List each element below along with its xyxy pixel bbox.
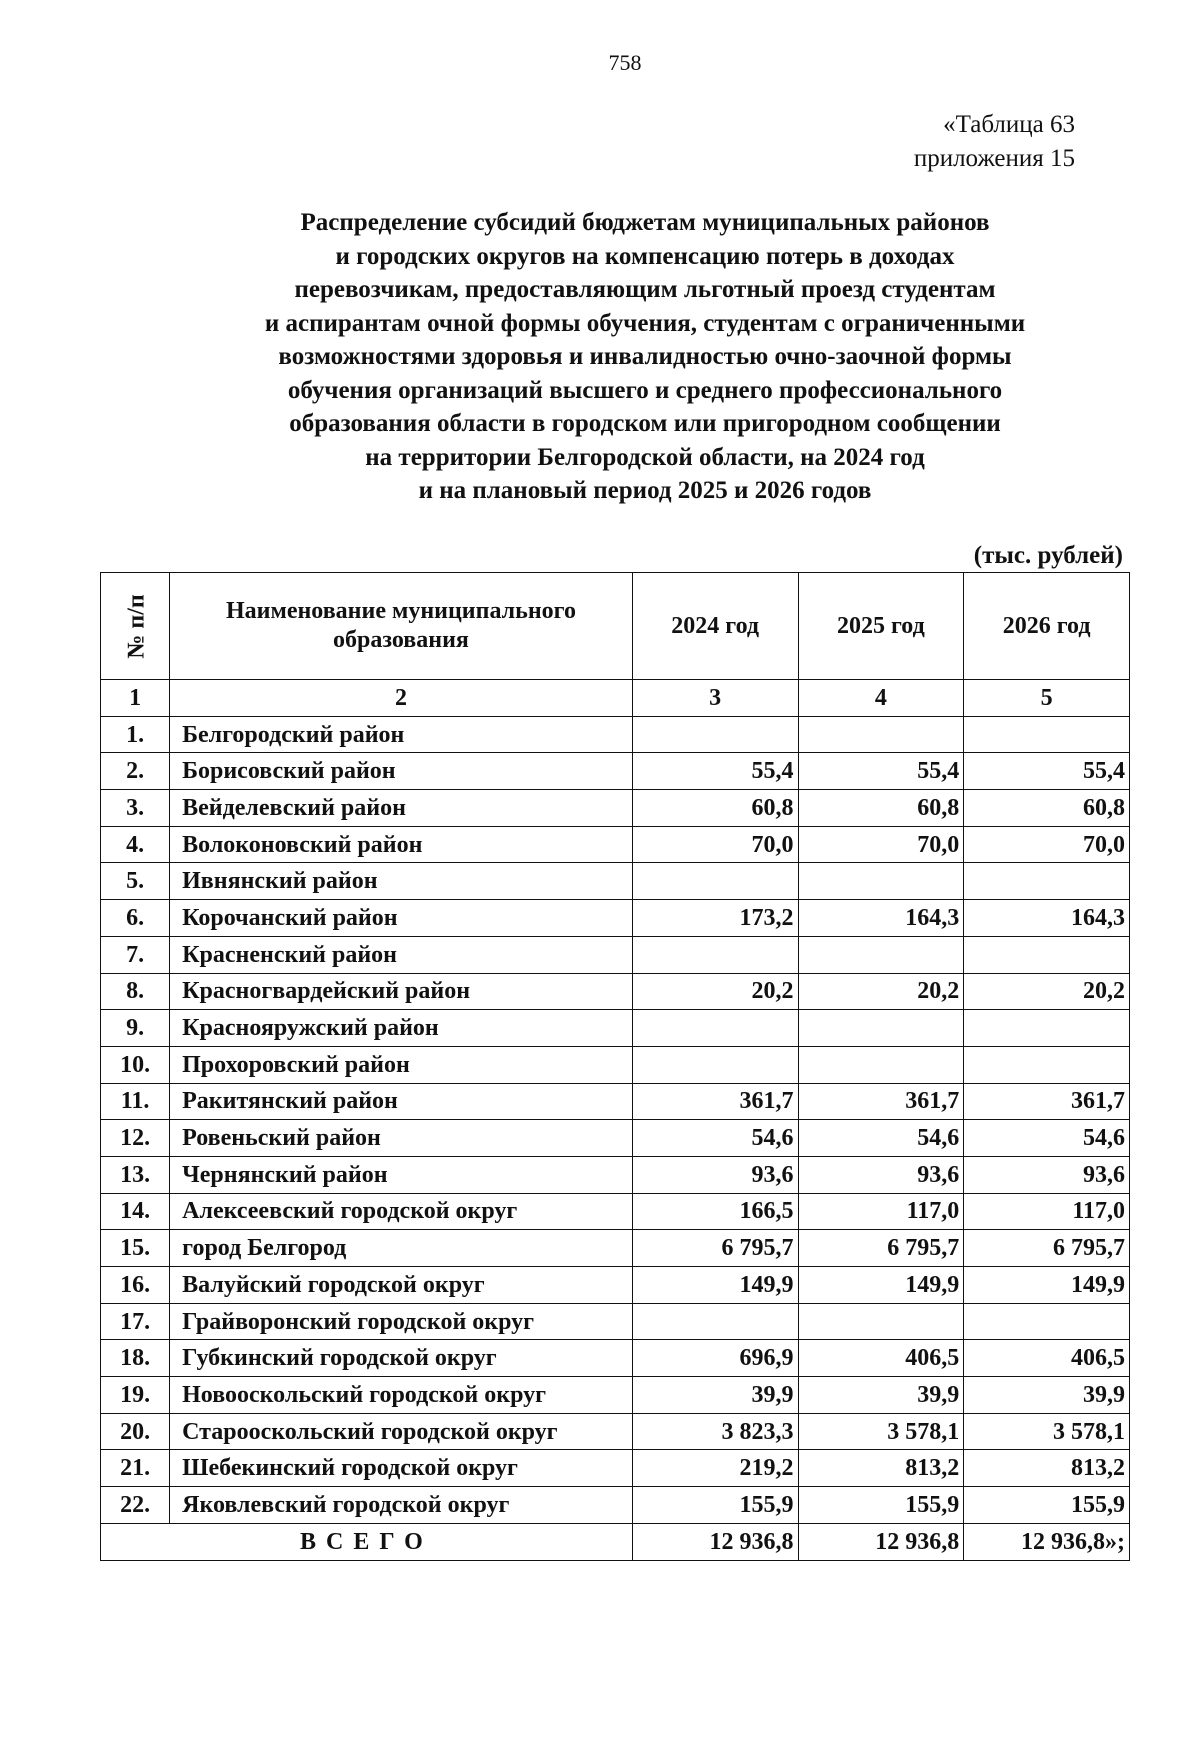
header-2025: 2025 год bbox=[798, 573, 964, 680]
row-number: 17. bbox=[101, 1303, 170, 1340]
row-value-2024: 55,4 bbox=[632, 753, 798, 790]
table-row bbox=[101, 1230, 1130, 1267]
row-number: 12. bbox=[101, 1120, 170, 1157]
row-value-2026: 55,4 bbox=[964, 753, 1130, 790]
row-name: Старооскольский городской округ bbox=[170, 1413, 633, 1450]
row-value-2026: 149,9 bbox=[964, 1267, 1130, 1304]
row-value-2025 bbox=[798, 1010, 964, 1047]
table-row bbox=[101, 863, 1130, 900]
row-number: 7. bbox=[101, 936, 170, 973]
row-name: Валуйский городской округ bbox=[170, 1267, 633, 1304]
row-value-2025: 3 578,1 bbox=[798, 1413, 964, 1450]
row-value-2024: 361,7 bbox=[632, 1083, 798, 1120]
row-value-2026: 813,2 bbox=[964, 1450, 1130, 1487]
row-name: Ракитянский район bbox=[170, 1083, 633, 1120]
table-row bbox=[101, 973, 1130, 1010]
row-number: 9. bbox=[101, 1010, 170, 1047]
row-name: город Белгород bbox=[170, 1230, 633, 1267]
title-line: Распределение субсидий бюджетам муниципальных районов bbox=[300, 209, 990, 236]
row-value-2025: 20,2 bbox=[798, 973, 964, 1010]
table-row bbox=[101, 1156, 1130, 1193]
row-value-2025: 70,0 bbox=[798, 826, 964, 863]
row-value-2024 bbox=[632, 1010, 798, 1047]
row-number: 15. bbox=[101, 1230, 170, 1267]
row-number: 5. bbox=[101, 863, 170, 900]
row-number: 3. bbox=[101, 790, 170, 827]
total-2024: 12 936,8 bbox=[632, 1523, 798, 1560]
row-number: 20. bbox=[101, 1413, 170, 1450]
row-value-2026: 93,6 bbox=[964, 1156, 1130, 1193]
row-value-2025 bbox=[798, 716, 964, 753]
row-name: Краснояружский район bbox=[170, 1010, 633, 1047]
row-value-2024: 6 795,7 bbox=[632, 1230, 798, 1267]
table-row bbox=[101, 1267, 1130, 1304]
column-number-row bbox=[101, 680, 1130, 717]
row-number: 14. bbox=[101, 1193, 170, 1230]
title-line: обучения организаций высшего и среднего профессионального bbox=[287, 376, 1003, 404]
column-number: 2 bbox=[170, 680, 633, 717]
row-number: 16. bbox=[101, 1267, 170, 1304]
row-value-2026: 60,8 bbox=[964, 790, 1130, 827]
row-value-2025: 361,7 bbox=[798, 1083, 964, 1120]
row-value-2024: 93,6 bbox=[632, 1156, 798, 1193]
row-value-2024 bbox=[632, 863, 798, 900]
table-row bbox=[101, 1120, 1130, 1157]
row-number: 1. bbox=[101, 716, 170, 753]
row-value-2025: 406,5 bbox=[798, 1340, 964, 1377]
table-row bbox=[101, 1083, 1130, 1120]
row-value-2024 bbox=[632, 1046, 798, 1083]
column-number: 5 bbox=[964, 680, 1130, 717]
title-line: и аспирантам очной формы обучения, студентам с ограниченными bbox=[264, 309, 1026, 337]
row-value-2024: 20,2 bbox=[632, 973, 798, 1010]
row-name: Корочанский район bbox=[170, 900, 633, 937]
table-row bbox=[101, 753, 1130, 790]
row-value-2026 bbox=[964, 716, 1130, 753]
row-number: 22. bbox=[101, 1487, 170, 1524]
row-value-2026 bbox=[964, 1046, 1130, 1083]
row-value-2025: 55,4 bbox=[798, 753, 964, 790]
row-value-2025: 155,9 bbox=[798, 1487, 964, 1524]
total-2026: 12 936,8»; bbox=[964, 1523, 1130, 1560]
row-number: 13. bbox=[101, 1156, 170, 1193]
row-value-2024: 155,9 bbox=[632, 1487, 798, 1524]
total-2025: 12 936,8 bbox=[798, 1523, 964, 1560]
title-line: возможностями здоровья и инвалидностью очно-заочной формы bbox=[278, 343, 1012, 370]
table-row bbox=[101, 1010, 1130, 1047]
row-value-2024: 3 823,3 bbox=[632, 1413, 798, 1450]
row-number: 19. bbox=[101, 1377, 170, 1414]
row-value-2025: 117,0 bbox=[798, 1193, 964, 1230]
row-value-2026: 361,7 bbox=[964, 1083, 1130, 1120]
row-name: Алексеевский городской округ bbox=[170, 1193, 633, 1230]
title-line: на территории Белгородской области, на 2024 год bbox=[365, 443, 925, 471]
row-value-2024: 173,2 bbox=[632, 900, 798, 937]
row-name: Волоконовский район bbox=[170, 826, 633, 863]
row-value-2024 bbox=[632, 716, 798, 753]
row-name: Грайворонский городской округ bbox=[170, 1303, 633, 1340]
row-value-2025: 164,3 bbox=[798, 900, 964, 937]
table-row bbox=[101, 1046, 1130, 1083]
title-line: и городских округов на компенсацию потерь в доходах bbox=[335, 242, 955, 270]
row-number: 21. bbox=[101, 1450, 170, 1487]
row-value-2025: 39,9 bbox=[798, 1377, 964, 1414]
row-name: Чернянский район bbox=[170, 1156, 633, 1193]
row-value-2026: 3 578,1 bbox=[964, 1413, 1130, 1450]
row-name: Красногвардейский район bbox=[170, 973, 633, 1010]
table-row bbox=[101, 1450, 1130, 1487]
table-row bbox=[101, 716, 1130, 753]
table-row bbox=[101, 790, 1130, 827]
row-value-2025: 813,2 bbox=[798, 1450, 964, 1487]
row-number: 10. bbox=[101, 1046, 170, 1083]
table-reference-line-2: приложения 15 bbox=[913, 145, 1075, 172]
total-label: ВСЕГО bbox=[101, 1523, 633, 1560]
table-row bbox=[101, 1340, 1130, 1377]
table-reference bbox=[914, 108, 1075, 176]
row-value-2025 bbox=[798, 863, 964, 900]
row-value-2025: 6 795,7 bbox=[798, 1230, 964, 1267]
row-value-2024: 219,2 bbox=[632, 1450, 798, 1487]
row-value-2025 bbox=[798, 1046, 964, 1083]
units-label: (тыс. рублей) bbox=[973, 542, 1123, 569]
header-num bbox=[101, 573, 170, 680]
row-value-2024: 166,5 bbox=[632, 1193, 798, 1230]
table-row bbox=[101, 1193, 1130, 1230]
column-number: 4 bbox=[798, 680, 964, 717]
row-name: Красненский район bbox=[170, 936, 633, 973]
row-value-2026: 164,3 bbox=[964, 900, 1130, 937]
row-value-2025: 149,9 bbox=[798, 1267, 964, 1304]
title-line: образования области в городском или пригородном сообщении bbox=[289, 410, 1001, 437]
table-reference-line-1: «Таблица 63 bbox=[943, 111, 1075, 138]
table-row bbox=[101, 1303, 1130, 1340]
row-number: 4. bbox=[101, 826, 170, 863]
row-name: Ивнянский район bbox=[170, 863, 633, 900]
total-row bbox=[101, 1523, 1130, 1560]
row-name: Новооскольский городской округ bbox=[170, 1377, 633, 1414]
title-line: перевозчикам, предоставляющим льготный проезд студентам bbox=[294, 276, 996, 303]
row-value-2025 bbox=[798, 936, 964, 973]
row-value-2025: 54,6 bbox=[798, 1120, 964, 1157]
column-number: 1 bbox=[101, 680, 170, 717]
row-value-2024 bbox=[632, 1303, 798, 1340]
row-value-2026: 6 795,7 bbox=[964, 1230, 1130, 1267]
table-row bbox=[101, 900, 1130, 937]
row-number: 18. bbox=[101, 1340, 170, 1377]
row-value-2024: 149,9 bbox=[632, 1267, 798, 1304]
row-value-2026 bbox=[964, 1303, 1130, 1340]
row-value-2026: 39,9 bbox=[964, 1377, 1130, 1414]
row-value-2025: 60,8 bbox=[798, 790, 964, 827]
header-row bbox=[101, 573, 1130, 680]
row-name: Белгородский район bbox=[170, 716, 633, 753]
row-value-2026 bbox=[964, 1010, 1130, 1047]
row-name: Шебекинский городской округ bbox=[170, 1450, 633, 1487]
table-row bbox=[101, 1487, 1130, 1524]
page-number: 758 bbox=[608, 50, 642, 75]
row-name: Вейделевский район bbox=[170, 790, 633, 827]
row-value-2024: 54,6 bbox=[632, 1120, 798, 1157]
row-value-2026: 54,6 bbox=[964, 1120, 1130, 1157]
subsidy-table bbox=[100, 572, 1130, 1561]
row-name: Прохоровский район bbox=[170, 1046, 633, 1083]
row-number: 11. bbox=[101, 1083, 170, 1120]
row-name: Яковлевский городской округ bbox=[170, 1487, 633, 1524]
row-value-2026 bbox=[964, 936, 1130, 973]
table-row bbox=[101, 1377, 1130, 1414]
row-value-2026: 20,2 bbox=[964, 973, 1130, 1010]
row-value-2026: 70,0 bbox=[964, 826, 1130, 863]
table-row bbox=[101, 936, 1130, 973]
row-name: Борисовский район bbox=[170, 753, 633, 790]
header-num-label: № п/п bbox=[123, 593, 150, 659]
row-value-2026: 155,9 bbox=[964, 1487, 1130, 1524]
row-value-2025 bbox=[798, 1303, 964, 1340]
title-line: и на плановый период 2025 и 2026 годов bbox=[418, 477, 872, 504]
row-name: Ровеньский район bbox=[170, 1120, 633, 1157]
row-name: Губкинский городской округ bbox=[170, 1340, 633, 1377]
row-value-2026: 406,5 bbox=[964, 1340, 1130, 1377]
row-value-2024 bbox=[632, 936, 798, 973]
row-number: 8. bbox=[101, 973, 170, 1010]
row-value-2024: 696,9 bbox=[632, 1340, 798, 1377]
row-value-2025: 93,6 bbox=[798, 1156, 964, 1193]
table-row bbox=[101, 1413, 1130, 1450]
column-number: 3 bbox=[632, 680, 798, 717]
row-value-2024: 60,8 bbox=[632, 790, 798, 827]
table-row bbox=[101, 826, 1130, 863]
document-title bbox=[140, 206, 1150, 508]
header-2024: 2024 год bbox=[632, 573, 798, 680]
header-2026: 2026 год bbox=[964, 573, 1130, 680]
row-value-2026 bbox=[964, 863, 1130, 900]
row-value-2024: 39,9 bbox=[632, 1377, 798, 1414]
row-value-2024: 70,0 bbox=[632, 826, 798, 863]
row-number: 6. bbox=[101, 900, 170, 937]
row-number: 2. bbox=[101, 753, 170, 790]
row-value-2026: 117,0 bbox=[964, 1193, 1130, 1230]
header-name: Наименование муниципального образования bbox=[170, 573, 633, 680]
